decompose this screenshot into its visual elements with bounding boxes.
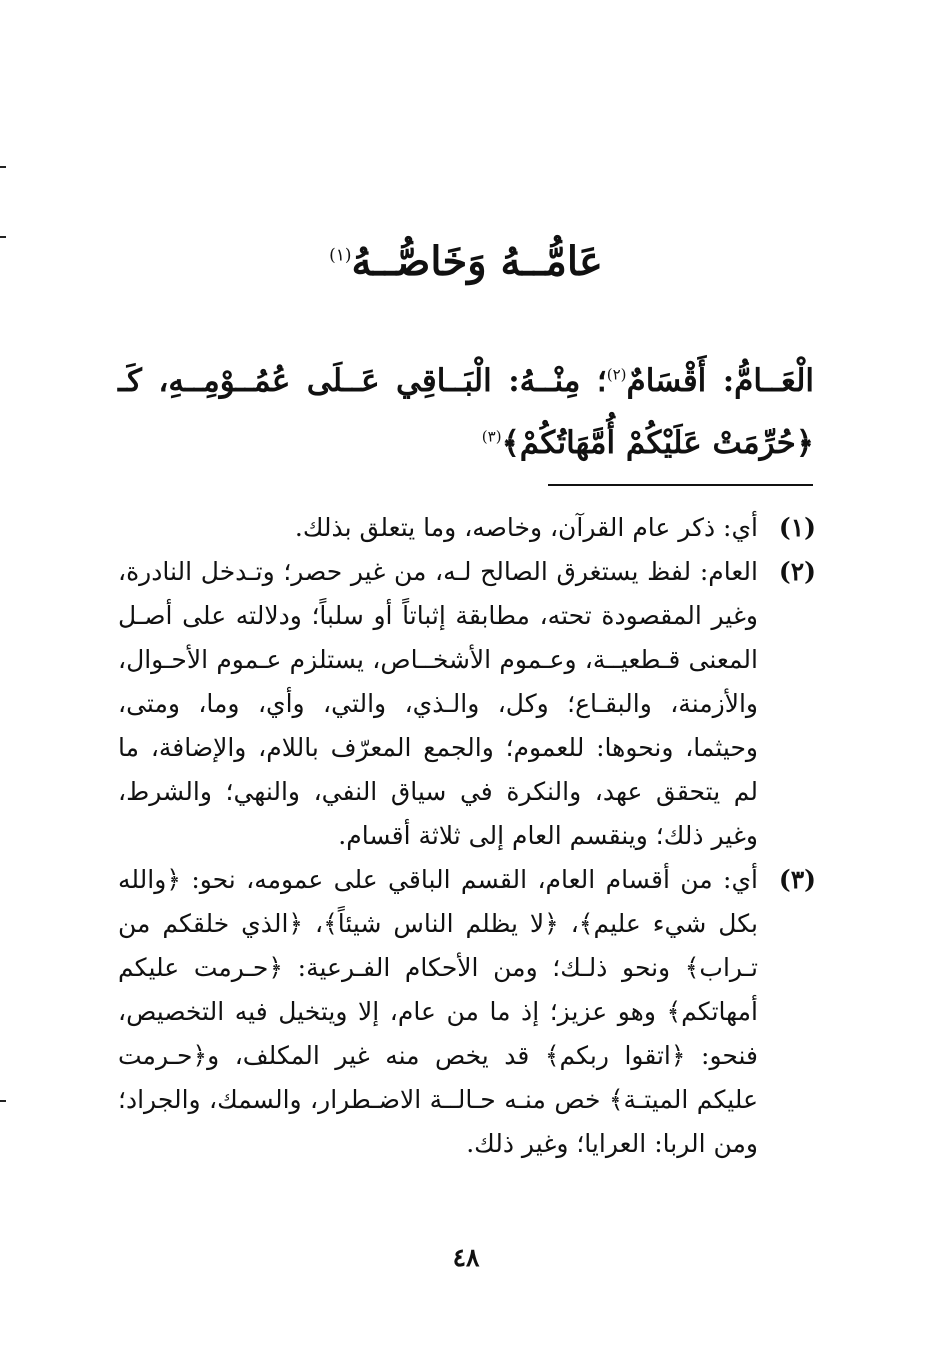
footnote-number: (١) — [778, 513, 816, 542]
footnote-number: (٢) — [778, 557, 816, 586]
page-edge-mark — [0, 166, 6, 168]
section-title-text: عَامُّــهُ وَخَاصُّــهُ — [351, 238, 603, 285]
footnote-number: (٣) — [778, 865, 816, 894]
footnote-item — [118, 550, 816, 858]
footnote-item — [118, 506, 816, 550]
footnote-text: أي: ذكر عام القرآن، وخاصه، وما يتعلق بذلك. — [294, 513, 758, 542]
footnote-ref-2: (٢) — [606, 365, 627, 384]
footnote-text: أي: من أقسام العام، القسم الباقي على عمومه، نحو: ﴿والله بكل شيء عليم﴾، ﴿لا يظلم الناس شيئاً﴾، ﴿الذي خلقكم من تـراب﴾ ونحو ذلـك؛ ومن الأحكام الفـرعية: ﴿حـرمت عليكم أمهاتكم﴾ وهو عزيز؛ إذ ما من عام، إلا ويتخيل فيه التخصيص، فنحو: ﴿اتقوا ربكم﴾ قد يخص منه غير المكلف، و﴿حـرمت عليكم الميتـة﴾ خص منـه حـالــة الاضـطرار، والسمك، والجراد؛ ومن الربا: العرايا؛ وغير ذلك. — [118, 865, 758, 1158]
footnote-separator — [548, 484, 813, 486]
footnote-ref-1: (١) — [329, 245, 352, 266]
page-edge-mark — [0, 1100, 6, 1102]
footnote-ref-3: (٣) — [481, 427, 502, 446]
section-title — [0, 232, 932, 292]
footnotes — [118, 506, 816, 1166]
footnote-item — [118, 858, 816, 1166]
page-number: ٤٨ — [452, 1243, 480, 1272]
main-text-part-2: ؛ مِنْــهُ: الْبَــاقِي عَــلَى عُمُــوْمِــهِ، كَـ ﴿حُرِّمَتْ عَلَيْكُمْ أُمَّهَاتُكُمْ﴾ — [118, 363, 814, 461]
main-text-part-1: الْعَــامُّ: أَقْسَامٌ — [626, 363, 815, 399]
footnote-text: العام: لفظ يستغرق الصالح لـه، من غير حصر؛ وتـدخل النادرة، وغير المقصودة تحته، مطابقة إثباتاً أو سلباً؛ ودلالته على أصـل المعنى قـطعيــة، وعـموم الأشخــاص، يستلزم عـموم الأحـوال، والأزمنة، والبقـاع؛ وكل، والـذي، والتي، وأي، وما، ومتى، وحيثما، ونحوها: للعموم؛ والجمع المعرّف باللام، والإضافة، ما لم يتحقق عهد، والنكرة في سياق النفي، والنهي؛ والشرط، وغير ذلك؛ وينقسم العام إلى ثلاثة أقسام. — [118, 557, 759, 850]
main-text — [118, 350, 814, 474]
